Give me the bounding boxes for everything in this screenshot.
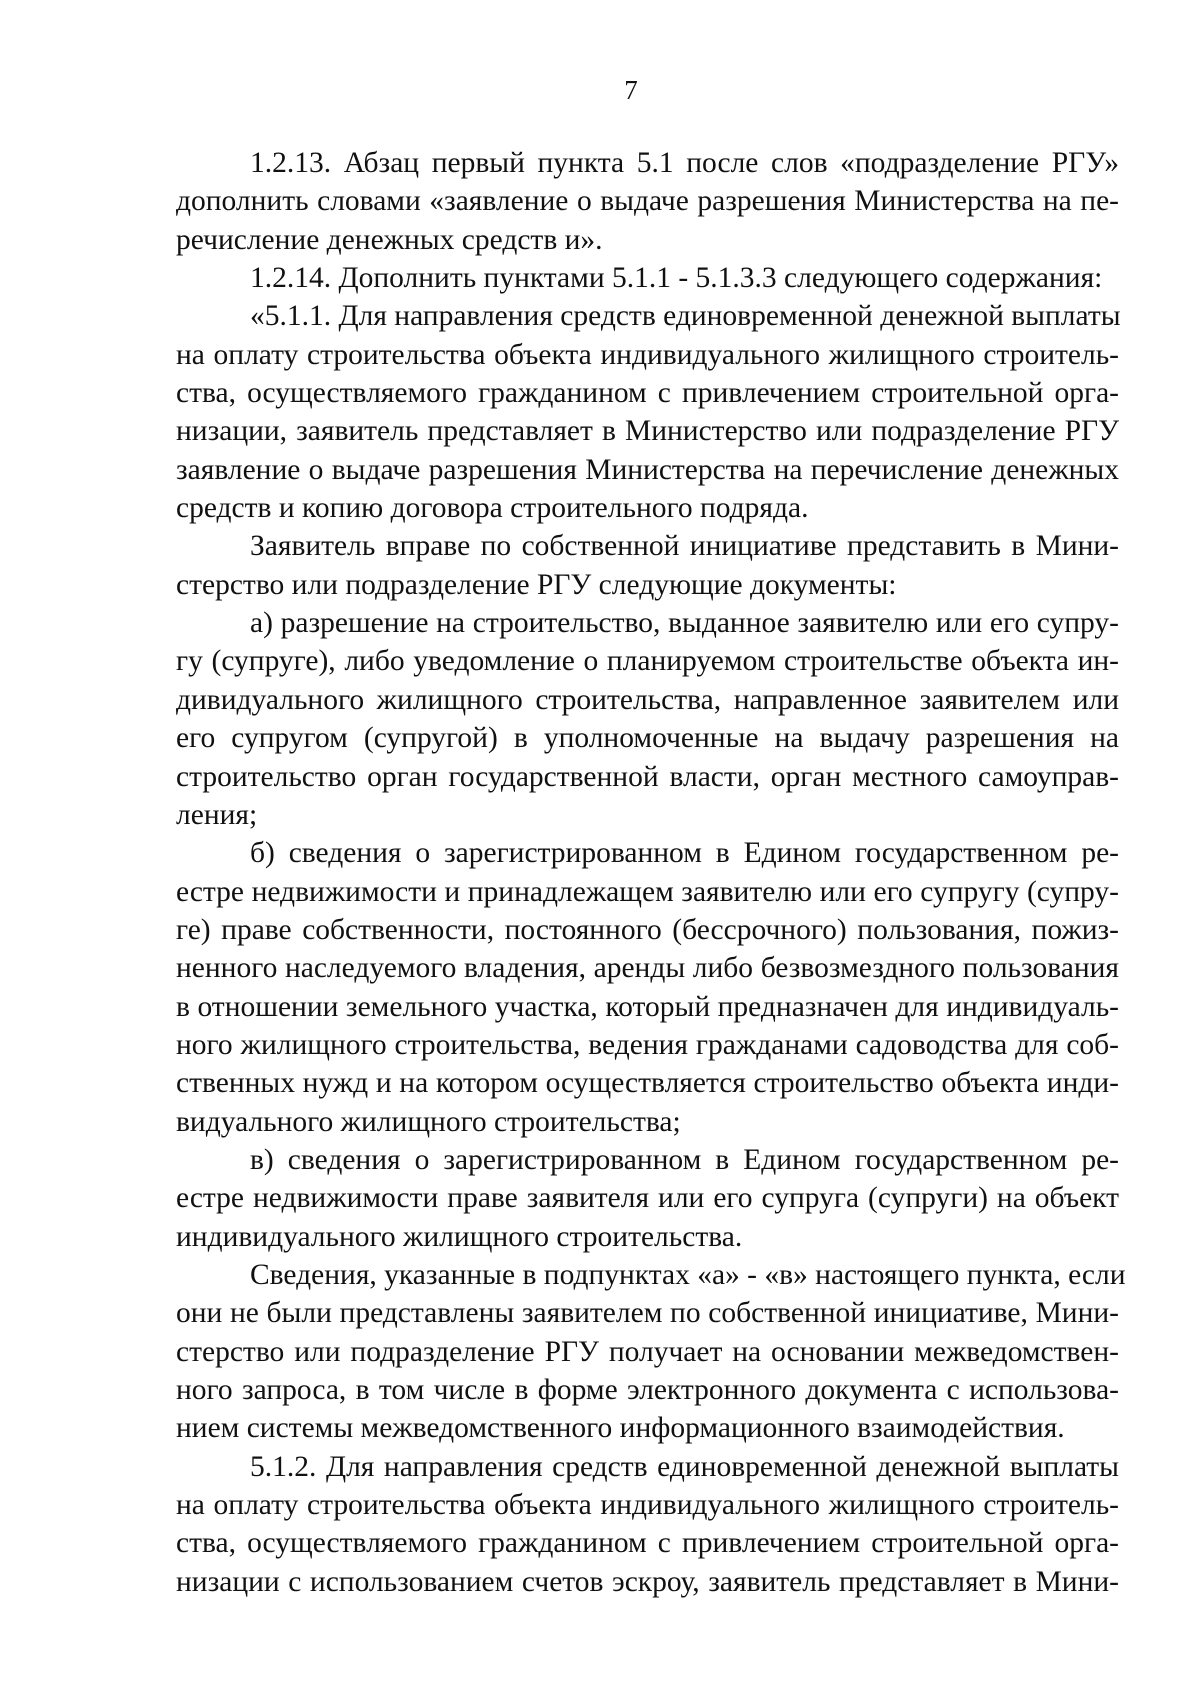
text-line: они не были представлены заявителем по собственной инициативе, Мини- [176,1297,1119,1330]
text-line: стерство или подразделение РГУ получает на основании межведомствен- [176,1335,1119,1368]
text-line: на оплату строительства объекта индивидуального жилищного строитель- [176,338,1119,371]
text-line: речисление денежных средств и». [176,223,603,256]
text-line: его супругом (супругой) в уполномоченные на выдачу разрешения на [176,722,1119,755]
page-number: 7 [624,75,638,105]
document-body [176,144,1126,1601]
text-line: средств и копию договора строительного подряда. [176,492,809,525]
text-line: 5.1.2. Для направления средств единовременной денежной выплаты [250,1450,1119,1483]
text-line: в отношении земельного участка, который предназначен для индивидуаль- [176,990,1119,1023]
text-line: дополнить словами «заявление о выдаче разрешения Министерства на пе- [176,185,1119,218]
text-line: дивидуального жилищного строительства, направленное заявителем или [176,683,1119,716]
text-line: стерство или подразделение РГУ следующие документы: [176,568,897,601]
text-line: заявление о выдаче разрешения Министерства на перечисление денежных [176,453,1119,486]
text-line: 1.2.14. Дополнить пунктами 5.1.1 - 5.1.3.3 следующего содержания: [250,262,1103,295]
text-line: ства, осуществляемого гражданином с привлечением строительной орга- [176,377,1119,410]
text-line: естре недвижимости и принадлежащем заявителю или его супругу (супру- [176,875,1119,908]
text-line: ства, осуществляемого гражданином с привлечением строительной орга- [176,1527,1119,1560]
text-line: «5.1.1. Для направления средств единовременной денежной выплаты [250,300,1121,333]
text-line: видуального жилищного строительства; [176,1105,681,1138]
text-line: Заявитель вправе по собственной инициативе представить в Мини- [250,530,1119,563]
text-line: 1.2.13. Абзац первый пункта 5.1 после слов «подразделение РГУ» [250,147,1119,179]
text-line: Сведения, указанные в подпунктах «а» - «в» настоящего пункта, если [250,1258,1126,1291]
text-line: б) сведения о зарегистрированном в Едином государственном ре- [250,837,1119,870]
text-line: ления; [176,798,258,831]
text-line: низации, заявитель представляет в Министерство или подразделение РГУ [176,415,1119,448]
text-line: ненного наследуемого владения, аренды либо безвозмездного пользования [176,952,1119,985]
text-line: в) сведения о зарегистрированном в Едином государственном ре- [250,1143,1119,1176]
text-line: строительство орган государственной власти, орган местного самоуправ- [176,760,1119,793]
text-line: ге) праве собственности, постоянного (бессрочного) пользования, пожиз- [176,913,1119,946]
text-line: а) разрешение на строительство, выданное заявителю или его супру- [250,607,1119,640]
text-line: естре недвижимости праве заявителя или его супруга (супруги) на объект [176,1182,1119,1215]
text-line: ного жилищного строительства, ведения гражданами садоводства для соб- [176,1028,1119,1061]
text-line: ственных нужд и на котором осуществляется строительство объекта инди- [176,1067,1119,1100]
text-line: индивидуального жилищного строительства. [176,1220,743,1253]
text-line: на оплату строительства объекта индивидуального жилищного строитель- [176,1489,1119,1522]
text-line: гу (супруге), либо уведомление о планируемом строительстве объекта ин- [176,645,1119,678]
text-line: низации с использованием счетов эскроу, заявитель представляет в Мини- [176,1565,1119,1598]
text-line: нием системы межведомственного информационного взаимодействия. [176,1412,1065,1445]
text-line: ного запроса, в том числе в форме электронного документа с использова- [176,1374,1119,1406]
